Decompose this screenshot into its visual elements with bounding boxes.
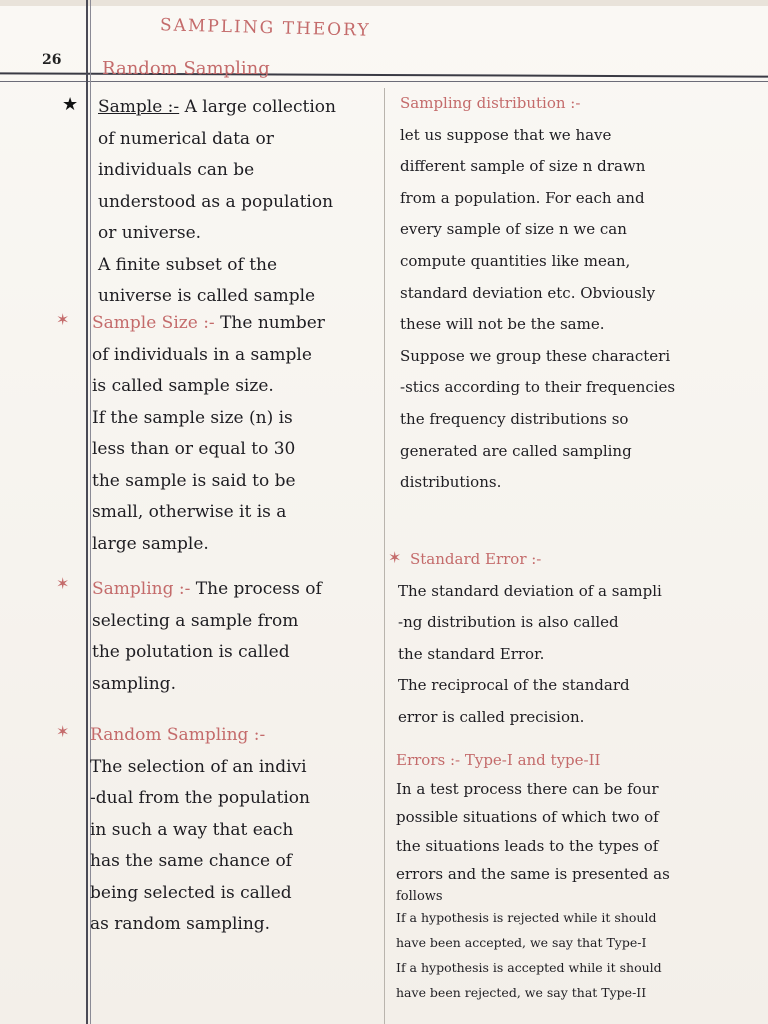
- text-line: If a hypothesis is accepted while it should: [396, 959, 662, 975]
- random-sampling-heading: Random Sampling :-: [90, 725, 266, 745]
- star-icon: ✶: [388, 548, 402, 567]
- text-line: errors and the same is presented as: [396, 865, 670, 884]
- page-number: 26: [42, 52, 62, 68]
- text-line: let us suppose that we have: [400, 125, 612, 144]
- star-icon: ✶: [56, 310, 70, 329]
- standard-error-definition: [398, 544, 662, 734]
- sample-size-heading: Sample Size :-: [92, 313, 215, 333]
- text-line: The number: [220, 313, 325, 333]
- text-line: less than or equal to 30: [92, 439, 296, 459]
- star-icon: ★: [62, 94, 79, 115]
- text-line: is called sample size.: [92, 376, 274, 396]
- star-icon: ✶: [56, 574, 70, 593]
- text-line: The standard deviation of a sampli: [398, 581, 662, 600]
- text-line: sampling.: [92, 673, 176, 694]
- errors-heading: Errors :- Type-I and type-II: [396, 751, 601, 769]
- star-icon: ✶: [56, 722, 70, 741]
- sample-definition: [98, 92, 336, 313]
- text-line: If a hypothesis is rejected while it should: [396, 909, 657, 925]
- text-line: individuals can be: [98, 160, 255, 180]
- text-line: The process of: [195, 579, 322, 599]
- column-divider: [384, 88, 385, 1024]
- text-line: in such a way that each: [90, 819, 294, 840]
- text-line: universe is called sample: [98, 286, 316, 306]
- text-line: possible situations of which two of: [396, 808, 659, 827]
- text-line: as random sampling.: [90, 914, 271, 934]
- text-line: -stics according to their frequencies: [400, 378, 676, 397]
- text-line: or universe.: [98, 223, 202, 243]
- section-heading: Random Sampling: [102, 58, 270, 79]
- text-line: the sample is said to be: [92, 470, 296, 491]
- text-line: The reciprocal of the standard: [398, 676, 630, 695]
- text-line: have been rejected, we say that Type-II: [396, 984, 647, 1000]
- text-line: The selection of an indivi: [90, 756, 307, 777]
- text-line: distributions.: [400, 473, 502, 492]
- text-line: being selected is called: [90, 882, 292, 903]
- text-line: the frequency distributions so: [400, 409, 629, 428]
- standard-error-heading: Standard Error :-: [410, 550, 542, 568]
- sampling-heading: Sampling :-: [92, 579, 191, 599]
- text-line: Suppose we group these characteri: [400, 346, 671, 365]
- text-line: has the same chance of: [90, 851, 292, 871]
- sampling-distribution-heading: Sampling distribution :-: [400, 94, 581, 112]
- text-line: the situations leads to the types of: [396, 836, 659, 855]
- sampling-distribution-definition: [400, 88, 675, 499]
- text-line: generated are called sampling: [400, 441, 632, 460]
- header-rule-secondary: [0, 81, 768, 82]
- text-line: In a test process there can be four: [396, 779, 659, 798]
- text-line: of numerical data or: [98, 128, 274, 149]
- text-line: follows: [396, 888, 443, 904]
- text-line: selecting a sample from: [92, 610, 299, 631]
- text-line: error is called precision.: [398, 707, 585, 726]
- sampling-definition: [92, 574, 322, 700]
- errors-type-definition: [396, 746, 670, 1005]
- text-line: these will not be the same.: [400, 315, 605, 334]
- text-line: the standard Error.: [398, 644, 545, 663]
- margin-line: [86, 0, 88, 1024]
- text-line: the polutation is called: [92, 642, 290, 662]
- text-line: every sample of size n we can: [400, 220, 627, 239]
- text-line: small, otherwise it is a: [92, 502, 287, 522]
- page-title: SAMPLING THEORY: [159, 15, 371, 41]
- sample-size-definition: [92, 308, 325, 560]
- text-line: A large collection: [184, 97, 336, 117]
- text-line: of individuals in a sample: [92, 344, 312, 365]
- text-line: from a population. For each and: [400, 188, 645, 207]
- text-line: -ng distribution is also called: [398, 613, 619, 632]
- text-line: have been accepted, we say that Type-I: [396, 934, 647, 950]
- text-line: different sample of size n drawn: [400, 157, 646, 176]
- text-line: standard deviation etc. Obviously: [400, 283, 656, 302]
- text-line: -dual from the population: [90, 788, 310, 808]
- sample-heading: Sample :-: [98, 97, 180, 117]
- page-top-edge: [0, 0, 768, 6]
- text-line: compute quantities like mean,: [400, 251, 631, 270]
- text-line: understood as a population: [98, 191, 334, 212]
- text-line: large sample.: [92, 533, 209, 554]
- text-line: If the sample size (n) is: [92, 407, 293, 428]
- text-line: A finite subset of the: [98, 254, 278, 275]
- random-sampling-definition: [90, 720, 310, 941]
